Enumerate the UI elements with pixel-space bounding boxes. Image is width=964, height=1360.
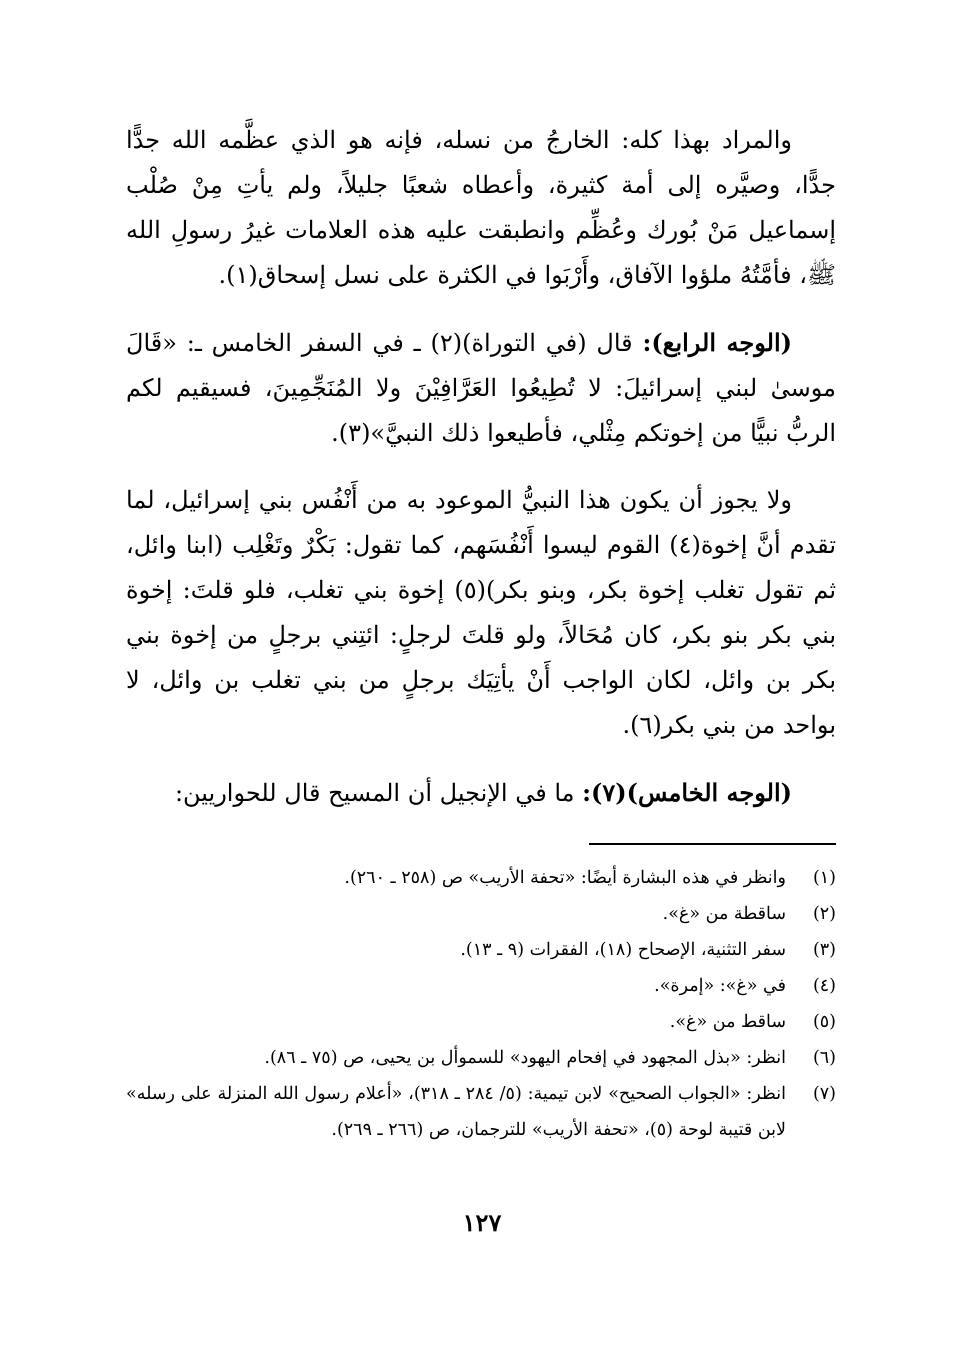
paragraph-1-text: والمراد بهذا كله: الخارجُ من نسله، فإنه هو الذي عظَّمه الله جدًّا جدًّا، وصيَّره إلى أمة كثيرة، وأعطاه شعبًا جليلاً، ولم يأتِ مِنْ صُلْب إسماعيل مَنْ بُورك وعُظِّم وانطبقت عليه هذه العلامات غيرُ رسولِ الله ﷺ، فأمَّتُهُ ملؤوا الآفاق، وأَرْبَوا في الكثرة على نسل إسحاق(١). <box>126 126 836 289</box>
footnote-item <box>126 1076 836 1148</box>
footnote-text: سفر التثنية، الإصحاح (١٨)، الفقرات (٩ ـ ١٣). <box>460 940 786 960</box>
footnote-item <box>126 1004 836 1040</box>
footnote-item <box>126 860 836 896</box>
footnote-item <box>126 932 836 968</box>
footnote-text: وانظر في هذه البشارة أيضًا: «تحفة الأريب» ص (٢٥٨ ـ ٢٦٠). <box>344 868 786 888</box>
paragraph-1 <box>126 118 836 298</box>
footnote-number: (٤) <box>812 976 836 996</box>
paragraph-4-heading: (الوجه الخامس)(٧): <box>582 778 792 807</box>
footnote-text: ساقطة من «غ». <box>662 904 786 924</box>
main-text <box>126 118 836 838</box>
footnote-number: (٢) <box>812 904 836 924</box>
footnote-text: انظر: «الجواب الصحيح» لابن تيمية: (٥/ ٢٨٤ ـ ٣١٨)، «أعلام رسول الله المنزلة على رسله» لابن قتيبة لوحة (٥)، «تحفة الأريب» للترجمان، ص (٢٦٦ ـ ٢٦٩). <box>126 1084 786 1140</box>
footnote-item <box>126 968 836 1004</box>
footnote-text: في «غ»: «إمرة». <box>654 976 786 996</box>
footnote-number: (٥) <box>812 1012 836 1032</box>
footnotes-list <box>126 860 836 1148</box>
paragraph-3 <box>126 478 836 748</box>
footnote-item <box>126 896 836 932</box>
paragraph-3-text: ولا يجوز أن يكون هذا النبيُّ الموعود به من أَنْفُس بني إسرائيل، لما تقدم أنَّ إخوة(٤) القوم ليسوا أَنْفُسَهم، كما تقول: بَكْرٌ وتَغْلِب (ابنا وائل، ثم تقول تغلب إخوة بكر، وبنو بكر)(٥) إخوة بني تغلب، فلو قلتَ: إخوة بني بكر بنو بكر، كان مُحَالاً، ولو قلتَ لرجلٍ: ائتِني برجلٍ من إخوة بني بكر بن وائل، لكان الواجب أَنْ يأتِيَك برجلٍ من بني تغلب بن وائل، لا بواحد من بني بكر(٦). <box>126 486 837 739</box>
footnote-item <box>126 1040 836 1076</box>
paragraph-4-text: ما في الإنجيل أن المسيح قال للحواريين: <box>174 779 583 807</box>
paragraph-4 <box>126 770 836 816</box>
footnote-number: (٧) <box>812 1084 836 1104</box>
footnote-number: (١) <box>812 868 836 888</box>
footnote-text: انظر: «بذل المجهود في إفحام اليهود» للسموأل بن يحيى، ص (٧٥ ـ ٨٦). <box>264 1048 786 1068</box>
footnote-number: (٦) <box>812 1048 836 1068</box>
page-number: ١٢٧ <box>462 1208 502 1237</box>
paragraph-2-heading: (الوجه الرابع): <box>642 328 792 357</box>
footnote-text: ساقط من «غ». <box>669 1012 786 1032</box>
paragraph-2 <box>126 320 836 456</box>
paragraph-2-text: قال (في التوراة)(٢) ـ في السفر الخامس ـ: «قَالَ موسىٰ لبني إسرائيلَ: لا تُطِيعُوا العَرَّافِيْنَ ولا المُنَجِّمِينَ، فسيقيم لكم الربُّ نبيًّا من إخوتكم مِثْلي، فأطيعوا ذلك النبيَّ»(٣). <box>126 329 836 447</box>
footnote-separator <box>589 843 836 845</box>
footnote-number: (٣) <box>812 940 836 960</box>
